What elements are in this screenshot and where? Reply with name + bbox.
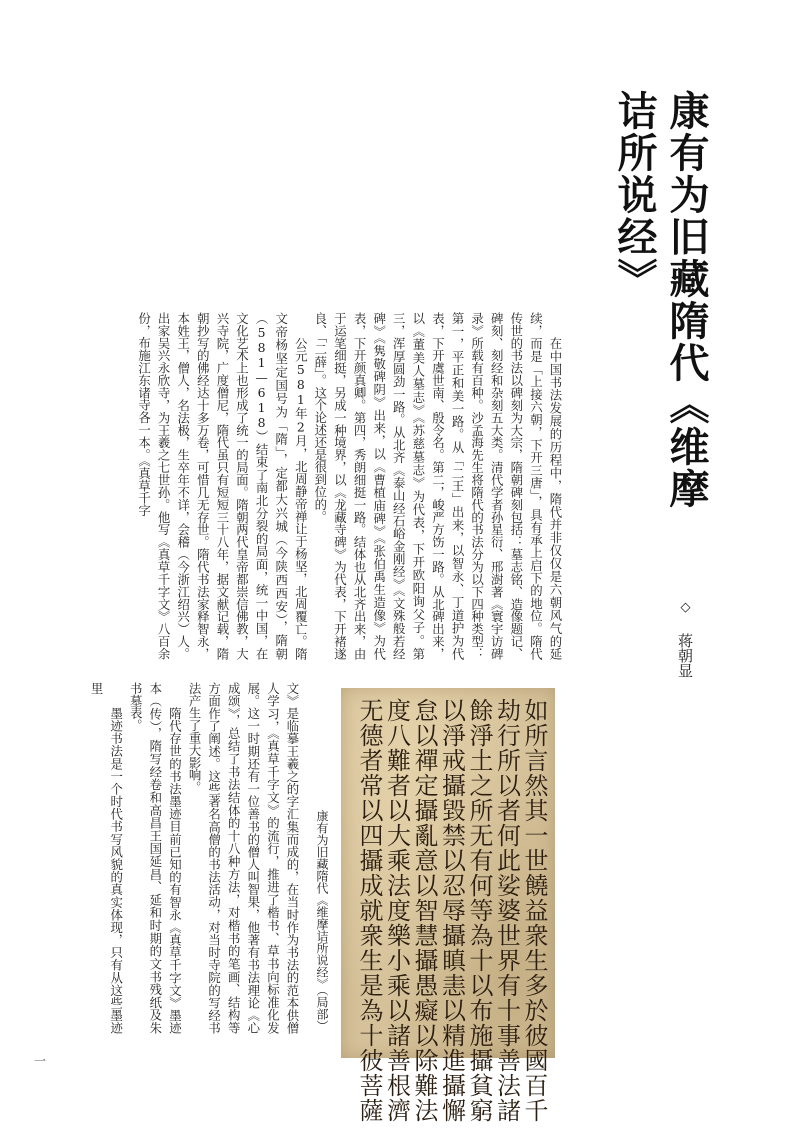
paragraph: 墨迹书法是一个时代书写风貌的真实体现，只有从这些墨迹里: [89, 682, 124, 1034]
manuscript-calligraphy: 如所言然其一世饒益衆生多於彼國百千 劫行所以者何此娑婆世界有十事善法諸 餘淨土之所无有何等為十以布施攝貧窮 以淨戒攝毀禁以忍辱攝瞋恚以精進攝懈 怠以禪定攝亂意以智慧攝愚癡以除難法 度八難者以大乘法度樂小乘以諸善根濟 无德者常以四攝成就衆生是為十彼菩薩: [355, 698, 548, 1123]
body-text-upper: [90, 312, 565, 660]
article-title: 康有为旧藏隋代《维摩诘所说经》: [611, 90, 710, 510]
manuscript-image: [341, 688, 555, 1123]
paragraph: 文》是临摹王羲之的字汇集而成的，在当时作为书法的范本供僧人学习，《真草千字文》的流行，推进了楷书、草书向标准化发展。这一时期还有一位善书的僧人叫智果，他著有书法理论《心成颂》，总结了书法结体的十八种方法，对楷书的笔画、结构等方面作了阐述。这些著名高僧的书法活动，对当时寺院的写经书法产生了重大影响。: [187, 682, 300, 1034]
figure-caption: 康有为旧藏隋代《维摩诘所说经》（局部）: [315, 810, 329, 1032]
paragraph: 隋代存世的书法墨迹目前已知的有智永《真草千字文》墨迹本（传），隋写经卷和高昌王国延昌、延和时期的文书残纸及朱书墓表。: [128, 682, 183, 1034]
paragraph: 在中国书法发展的历程中，隋代并非仅仅是六朝风气的延续，而是「上接六朝，下开三唐」，具有承上启下的地位。隋代传世的书法以碑刻为大宗，隋朝碑刻包括：墓志铭、造像题记、碑刻、刻经和杂刻五大类。清代学者孙星衍、邢澍著《寰宇访碑录》所载有百种。沙孟海先生将隋代的书法分为以下四种类型：第一，平正和美一路。从「二王」出来，以智永、丁道护为代表，下开虞世南、殷令名。第二，峻严方饬一路。从北碑出来，以《董美人墓志》《苏慈墓志》为代表，下开欧阳询父子。第三，浑厚圆劲一路。从北齐《泰山经石峪金刚经》《文殊般若经碑》《隽敬碑阴》出来，以《曹植庙碑》《张伯禹生造像》为代表，下开颜真卿。第四，秀朗细挺一路。结体也从北齐出来，由于运笔细挺，另成一种境界，以《龙藏寺碑》为代表，下开褚遂良、「二薛」。这个论述还是很到位的。: [312, 312, 563, 660]
paragraph: 公元581年2月，北周静帝禅让于杨坚，北周覆亡。隋文帝杨坚定国号为「隋」，定都大兴城（今陕西西安），隋朝（581—618）结束了南北分裂的局面，统一中国，在文化艺术上也形成了统一的局面。隋朝两代皇帝都崇信佛教，大兴寺院，广度僧尼，隋代虽只有短短三十八年，据文献记载，隋朝抄写的佛经达十多万卷，可惜几无存世。隋代书法家释智永，本姓王，僧人，名法极，生卒年不详，会稽（今浙江绍兴）人。出家吴兴永欣寺，为王羲之七世孙。他写《真草千字文》八百余份，布施江东诸寺各一本。《真草千字: [136, 312, 309, 660]
page-number: 一: [34, 1054, 47, 1068]
author-name: 蒋朝显: [676, 633, 694, 678]
diamond-icon: ◇: [678, 600, 693, 615]
body-text-lower: [90, 682, 302, 1034]
author-byline: [673, 600, 697, 690]
